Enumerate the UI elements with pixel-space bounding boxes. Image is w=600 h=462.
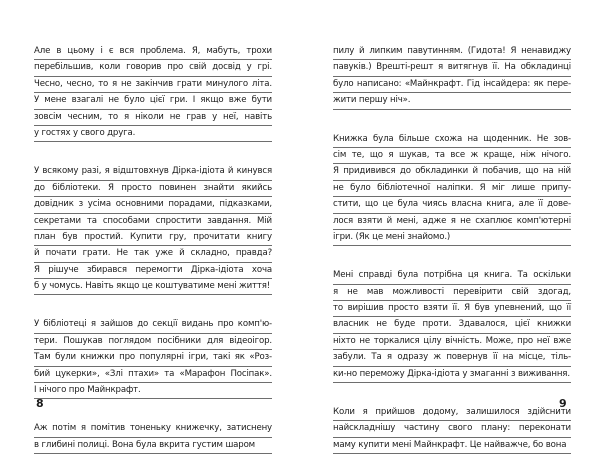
text-line: я не мав можливості перевірити свій здогад, [333,285,571,301]
text-line: план був простий. Купити гру, прочитати книгу [34,230,272,246]
text-line: ігри. (Як це мені знайомо.) [333,230,571,246]
left-page [34,44,272,462]
paragraph [34,421,272,458]
text-line: Я рішуче збирався перемогти Дірка-ідіота хоча [34,263,272,279]
paragraph [333,44,571,114]
text-line: У бібліотеці я зайшов до секції видань про комп'ю- [34,317,272,333]
text-line: Я придивився до обкладинки й побачив, що на ній [333,164,571,180]
text-line: І нічого про Майнкрафт. [34,383,272,399]
text-line: було написано: «Майнкрафт. Гід інсайдера: як пере- [333,77,571,93]
text-line: пилу й липким павутинням. (Гидота! Я ненавиджу [333,44,571,60]
text-line: забули. Та я одразу ж повернув її на місце, тіль- [333,350,571,366]
text-line: сім те, що я шукав, та все ж краще, ніж нічого. [333,148,571,164]
paragraph-gap [34,303,272,317]
text-line: стити, що це була чиясь власна книга, але її дове- [333,197,571,213]
text-line: в глибині полиці. Вона була вкрита густим шаром [34,438,272,454]
text-line: павуків.) Врешті-решт я витягнув її. На обкладинці [333,60,571,76]
text-line: не було бібліотечної наліпки. Я міг лише припу- [333,181,571,197]
text-line: Мені справді була потрібна ця книга. Та оскільки [333,268,571,284]
text-line: ніхто не торкалися цілу вічність. Може, про неї вже [333,334,571,350]
paragraph-gap [333,391,571,405]
text-line: найскладнішу частину свого плану: переконати [333,421,571,437]
text-line: зовсім чесним, то я ніколи не грав у неї, навіть [34,110,272,126]
page-number-left: 8 [36,397,44,410]
text-line: Але в цьому і є вся проблема. Я, мабуть, трохи [34,44,272,60]
paragraph [34,44,272,146]
text-line: довідник з усіма основними порадами, підказками, [34,197,272,213]
text-line: Там були книжки про популярні ігри, такі як «Роз- [34,350,272,366]
text-line: й почати грати. Не так уже й складно, правда? [34,246,272,262]
text-line: тери. Пошукав поглядом посібники для відеоігор. [34,334,272,350]
text-line: бий цукерки», «Злі птахи» та «Марафон Посіпак». [34,367,272,383]
paragraph-gap [34,150,272,164]
paragraph [333,405,571,458]
text-line: У всякому разі, я відштовхнув Дірка-ідіота й кинувся [34,164,272,180]
paragraph [333,132,571,251]
text-line: до бібліотеки. Я просто повинен знайти якийсь [34,181,272,197]
text-line: у гостях у свого друга. [34,126,272,142]
text-line: У мене взагалі не було цієї гри. І якщо вже бути [34,93,272,109]
text-line: перебільшив, коли говорив про свій досвід у грі. [34,60,272,76]
text-line: лося взяти й мені, адже я не схаплює комп'ютерні [333,214,571,230]
paragraph-gap [333,254,571,268]
paragraph [34,317,272,403]
text-line: ки-но переможу Дірка-ідіота у змаганні з виживання. [333,367,571,383]
text-line: Коли я прийшов додому, залишилося здійснити [333,405,571,421]
text-line: Книжка була більше схожа на щоденник. Не зов- [333,132,571,148]
text-line: власник не буде проти. Здавалося, цієї книжки [333,317,571,333]
page-number-right: 9 [559,397,567,410]
right-page [333,44,571,462]
paragraph-gap [34,407,272,421]
text-line: жити першу ніч». [333,93,571,109]
text-line: Аж потім я помітив тоненьку книжечку, затиснену [34,421,272,437]
text-line: то вирішив просто взяти її. Я був упевнений, що її [333,301,571,317]
text-line: секретами та способами спростити завдання. Мій [34,214,272,230]
text-line: б у чомусь. Навіть якщо це коштуватиме мені життя! [34,279,272,295]
paragraph-gap [333,118,571,132]
paragraph [34,164,272,299]
text-line: маму купити мені Майнкрафт. Це найважче, бо вона [333,438,571,454]
paragraph [333,268,571,387]
text-line: Чесно, чесно, то я не закінчив грати минулого літа. [34,77,272,93]
